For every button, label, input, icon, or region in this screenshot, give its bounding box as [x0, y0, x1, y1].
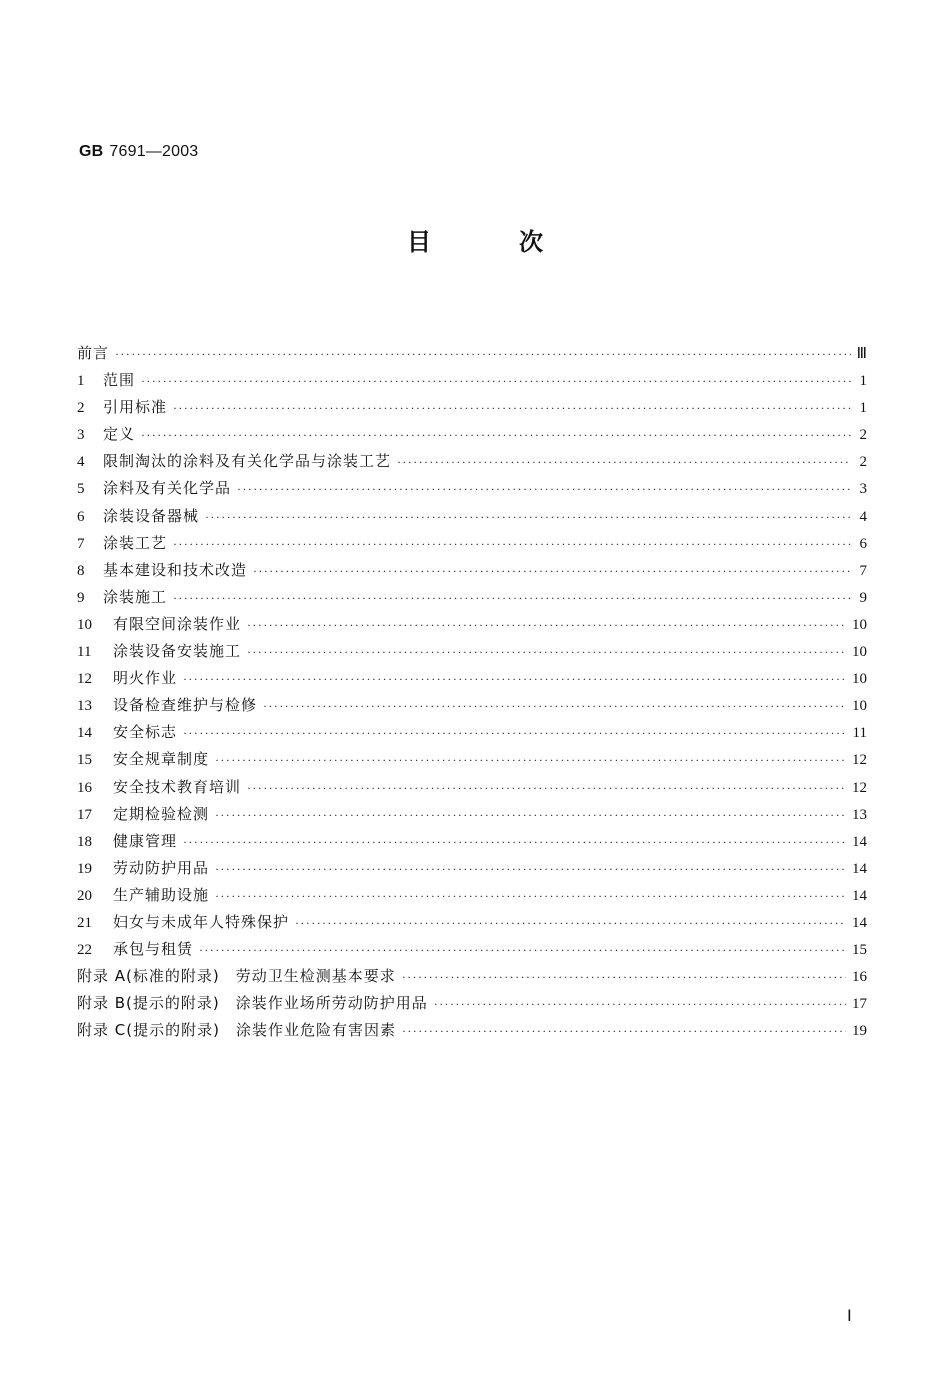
toc-dot-leader [253, 558, 851, 585]
toc-entry-label: 生产辅助设施 [113, 885, 210, 904]
toc-dot-leader [141, 368, 851, 395]
toc-entry-page: 7 [859, 562, 867, 579]
toc-entry-number: 16 [77, 779, 92, 796]
toc-entry[interactable] [77, 855, 867, 882]
toc-entry-label: 涂料及有关化学品 [103, 479, 232, 498]
toc-entry-page: 12 [852, 752, 867, 769]
toc-entry-page: 4 [859, 508, 867, 525]
toc-dot-leader [215, 856, 846, 883]
toc-dot-leader [205, 504, 851, 531]
toc-dot-leader [115, 341, 851, 368]
toc-entry[interactable] [77, 421, 867, 448]
toc-entry-page: 14 [852, 887, 867, 904]
toc-dot-leader [173, 395, 851, 422]
toc-entry-number: 1 [77, 373, 85, 390]
toc-dot-leader [247, 639, 846, 666]
toc-entry-number: 7 [77, 535, 85, 552]
toc-entry[interactable] [77, 530, 867, 557]
toc-entry[interactable] [77, 746, 867, 773]
toc-entry-number: 20 [77, 887, 92, 904]
toc-entry-page: 10 [852, 671, 867, 688]
toc-entry-label: 明火作业 [113, 669, 178, 688]
toc-entry-label: 安全标志 [113, 723, 178, 742]
toc-dot-leader [183, 720, 847, 747]
toc-entry[interactable] [77, 936, 867, 963]
standard-code [79, 143, 198, 161]
toc-entry[interactable] [77, 394, 867, 421]
toc-dot-leader [215, 747, 846, 774]
toc-entry-page: 3 [859, 481, 867, 498]
toc-entry-number: 13 [77, 698, 92, 715]
toc-entry-number: 2 [77, 400, 85, 417]
toc-entry[interactable] [77, 719, 867, 746]
toc-entry[interactable] [77, 828, 867, 855]
toc-entry[interactable] [77, 584, 867, 611]
toc-entry-page: 15 [852, 942, 867, 959]
toc-dot-leader [199, 937, 846, 964]
toc-entry-number: 19 [77, 860, 92, 877]
toc-entry-label: 有限空间涂装作业 [113, 614, 242, 633]
toc-entry[interactable] [77, 340, 867, 367]
toc-entry-page: 12 [852, 779, 867, 796]
toc-entry-label: 涂装施工 [103, 587, 168, 606]
toc-entry[interactable] [77, 990, 867, 1017]
toc-entry-number: 5 [77, 481, 85, 498]
toc-entry[interactable] [77, 503, 867, 530]
toc-entry-label: 附录 C(提示的附录) 涂装作业危险有害因素 [77, 1021, 396, 1040]
toc-entry-page: 14 [852, 860, 867, 877]
toc-entry-label: 引用标准 [103, 398, 168, 417]
toc-entry-label: 限制淘汰的涂料及有关化学品与涂装工艺 [103, 452, 392, 471]
toc-dot-leader [215, 802, 846, 829]
toc-dot-leader [247, 775, 846, 802]
toc-entry-number: 4 [77, 454, 85, 471]
toc-dot-leader [402, 1018, 846, 1045]
toc-entry-number: 6 [77, 508, 85, 525]
toc-entry[interactable] [77, 1017, 867, 1044]
toc-entry-page: 1 [859, 400, 867, 417]
toc-entry-page: 6 [859, 535, 867, 552]
toc-entry-page: 16 [852, 969, 867, 986]
toc-entry-page: 2 [859, 454, 867, 471]
toc-entry-page: 10 [852, 644, 867, 661]
toc-entry-page: 2 [859, 427, 867, 444]
toc-entry-number: 10 [77, 616, 92, 633]
toc-entry[interactable] [77, 774, 867, 801]
toc-dot-leader [247, 612, 846, 639]
toc-entry[interactable] [77, 665, 867, 692]
toc-entry-number: 11 [77, 644, 92, 661]
toc-dot-leader [263, 693, 846, 720]
toc-dot-leader [215, 883, 846, 910]
toc-dot-leader [402, 964, 846, 991]
toc-entry-label: 基本建设和技术改造 [103, 560, 248, 579]
toc-entry-number: 17 [77, 806, 92, 823]
toc-entry-page: 11 [852, 725, 867, 742]
toc-entry-page: 1 [859, 373, 867, 390]
toc-entry-page: Ⅲ [856, 346, 867, 362]
toc-entry[interactable] [77, 692, 867, 719]
toc-entry-label: 定义 [103, 425, 136, 444]
toc-entry-page: 10 [852, 698, 867, 715]
toc-entry-number: 3 [77, 427, 85, 444]
toc-entry-number: 9 [77, 589, 85, 606]
toc-entry-page: 19 [852, 1023, 867, 1040]
toc-entry[interactable] [77, 638, 867, 665]
toc-entry[interactable] [77, 882, 867, 909]
toc-dot-leader [173, 531, 851, 558]
toc-entry-number: 8 [77, 562, 85, 579]
standard-prefix: GB [79, 143, 104, 160]
toc-entry-label: 健康管理 [113, 831, 178, 850]
page-number: Ⅰ [847, 1308, 852, 1325]
toc-entry-number: 12 [77, 671, 92, 688]
toc-dot-leader [434, 991, 846, 1018]
toc-entry-number: 21 [77, 914, 92, 931]
toc-entry-label: 附录 B(提示的附录) 涂装作业场所劳动防护用品 [77, 994, 428, 1013]
toc-entry-label: 安全技术教育培训 [113, 777, 242, 796]
toc-dot-leader [141, 422, 851, 449]
toc-entry-number: 18 [77, 833, 92, 850]
standard-number: 7691—2003 [109, 143, 199, 160]
toc-entry-label: 承包与租赁 [113, 940, 194, 959]
toc-dot-leader [173, 585, 851, 612]
toc-dot-leader [295, 910, 846, 937]
toc-entry-label: 定期检验检测 [113, 804, 210, 823]
toc-entry-label: 范围 [103, 371, 136, 390]
toc-entry[interactable] [77, 367, 867, 394]
toc-entry[interactable] [77, 963, 867, 990]
toc-entry-label: 涂装工艺 [103, 533, 168, 552]
toc-dot-leader [183, 666, 846, 693]
toc-entry-label: 前言 [77, 344, 110, 362]
toc-entry-number: 14 [77, 725, 92, 742]
page-title: 目次 [407, 228, 631, 256]
toc-entry[interactable] [77, 611, 867, 638]
toc-entry-page: 17 [852, 996, 867, 1013]
toc-entry[interactable] [77, 801, 867, 828]
toc-entry[interactable] [77, 475, 867, 502]
toc-entry-page: 10 [852, 616, 867, 633]
toc-dot-leader [397, 449, 851, 476]
toc-entry-page: 13 [852, 806, 867, 823]
toc-entry-number: 22 [77, 942, 92, 959]
table-of-contents [77, 340, 867, 1044]
toc-dot-leader [183, 829, 846, 856]
toc-entry[interactable] [77, 448, 867, 475]
toc-entry-label: 设备检查维护与检修 [113, 696, 258, 715]
toc-entry-page: 9 [859, 589, 867, 606]
toc-entry-label: 妇女与未成年人特殊保护 [113, 912, 290, 931]
toc-entry-page: 14 [852, 914, 867, 931]
toc-entry-page: 14 [852, 833, 867, 850]
toc-dot-leader [237, 476, 851, 503]
toc-entry[interactable] [77, 557, 867, 584]
toc-entry-label: 附录 A(标准的附录) 劳动卫生检测基本要求 [77, 967, 396, 986]
toc-entry[interactable] [77, 909, 867, 936]
toc-entry-label: 劳动防护用品 [113, 858, 210, 877]
toc-entry-label: 安全规章制度 [113, 750, 210, 769]
toc-entry-number: 15 [77, 752, 92, 769]
toc-entry-label: 涂装设备安装施工 [113, 642, 242, 661]
toc-entry-label: 涂装设备器械 [103, 506, 200, 525]
